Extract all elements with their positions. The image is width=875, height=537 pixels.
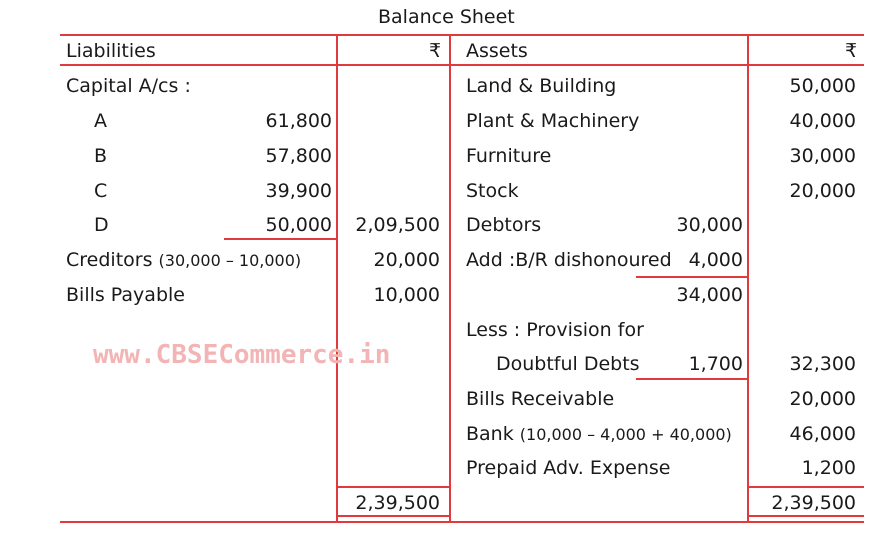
partner-c-name: C	[94, 180, 108, 202]
debtors-inner-amount: 30,000	[676, 214, 743, 236]
partner-a-amount: 61,800	[265, 110, 332, 132]
bank-label: Bank	[466, 423, 514, 445]
land-building-amount: 50,000	[789, 75, 856, 97]
add-br-dishonoured-label: Add :B/R dishonoured	[466, 249, 672, 271]
page-title: Balance Sheet	[378, 6, 515, 28]
less-provision-label: Less : Provision for	[466, 319, 644, 341]
plant-machinery-label: Plant & Machinery	[466, 110, 640, 132]
bank-amount: 46,000	[789, 423, 856, 445]
creditors-label: Creditors	[66, 249, 153, 271]
assets-total: 2,39,500	[771, 492, 856, 514]
provision-underline	[636, 378, 748, 380]
net-debtors-amount: 32,300	[789, 353, 856, 375]
watermark: www.CBSECommerce.in	[93, 340, 391, 370]
bills-receivable-label: Bills Receivable	[466, 388, 615, 410]
capital-total: 2,09,500	[355, 214, 440, 236]
capital-label: Capital A/cs :	[66, 75, 191, 97]
creditors-calc: (30,000 – 10,000)	[158, 251, 302, 270]
prepaid-expense-amount: 1,200	[801, 457, 856, 479]
liabilities-total-double-rule	[336, 515, 450, 517]
creditors-amount: 20,000	[373, 249, 440, 271]
partner-c-amount: 39,900	[265, 180, 332, 202]
liabilities-total-top-rule	[336, 486, 450, 488]
liabilities-total: 2,39,500	[355, 492, 440, 514]
middle-column-rule	[449, 34, 451, 521]
partner-b-name: B	[94, 145, 108, 167]
doubtful-debts-label: Doubtful Debts	[496, 353, 640, 375]
partner-a-name: A	[94, 110, 107, 132]
bills-receivable-amount: 20,000	[789, 388, 856, 410]
partner-b-amount: 57,800	[265, 145, 332, 167]
rupee-header-left: ₹	[429, 40, 442, 62]
prepaid-expense-label: Prepaid Adv. Expense	[466, 457, 671, 479]
stock-amount: 20,000	[789, 180, 856, 202]
debtors-addition-underline	[636, 276, 748, 278]
header-bottom-rule	[60, 64, 864, 66]
land-building-label: Land & Building	[466, 75, 617, 97]
liabilities-header: Liabilities	[66, 40, 156, 62]
bank-calc: (10,000 – 4,000 + 40,000)	[519, 425, 732, 444]
rupee-header-right: ₹	[845, 40, 858, 62]
capital-underline	[224, 238, 336, 240]
debtors-label: Debtors	[466, 214, 542, 236]
add-br-inner-amount: 4,000	[688, 249, 743, 271]
partner-d-name: D	[94, 214, 109, 236]
table-bottom-rule	[60, 521, 864, 523]
furniture-amount: 30,000	[789, 145, 856, 167]
bills-payable-amount: 10,000	[373, 284, 440, 306]
bills-payable-label: Bills Payable	[66, 284, 185, 306]
table-top-rule	[60, 34, 864, 36]
liabilities-amount-column-rule	[336, 34, 338, 521]
assets-total-top-rule	[747, 486, 864, 488]
partner-d-amount: 50,000	[265, 214, 332, 236]
assets-total-double-rule	[747, 515, 864, 517]
assets-header: Assets	[466, 40, 528, 62]
debtors-subtotal: 34,000	[676, 284, 743, 306]
doubtful-debts-inner-amount: 1,700	[688, 353, 743, 375]
creditors-row	[66, 249, 301, 272]
stock-label: Stock	[466, 180, 519, 202]
bank-row	[466, 423, 732, 446]
furniture-label: Furniture	[466, 145, 552, 167]
plant-machinery-amount: 40,000	[789, 110, 856, 132]
